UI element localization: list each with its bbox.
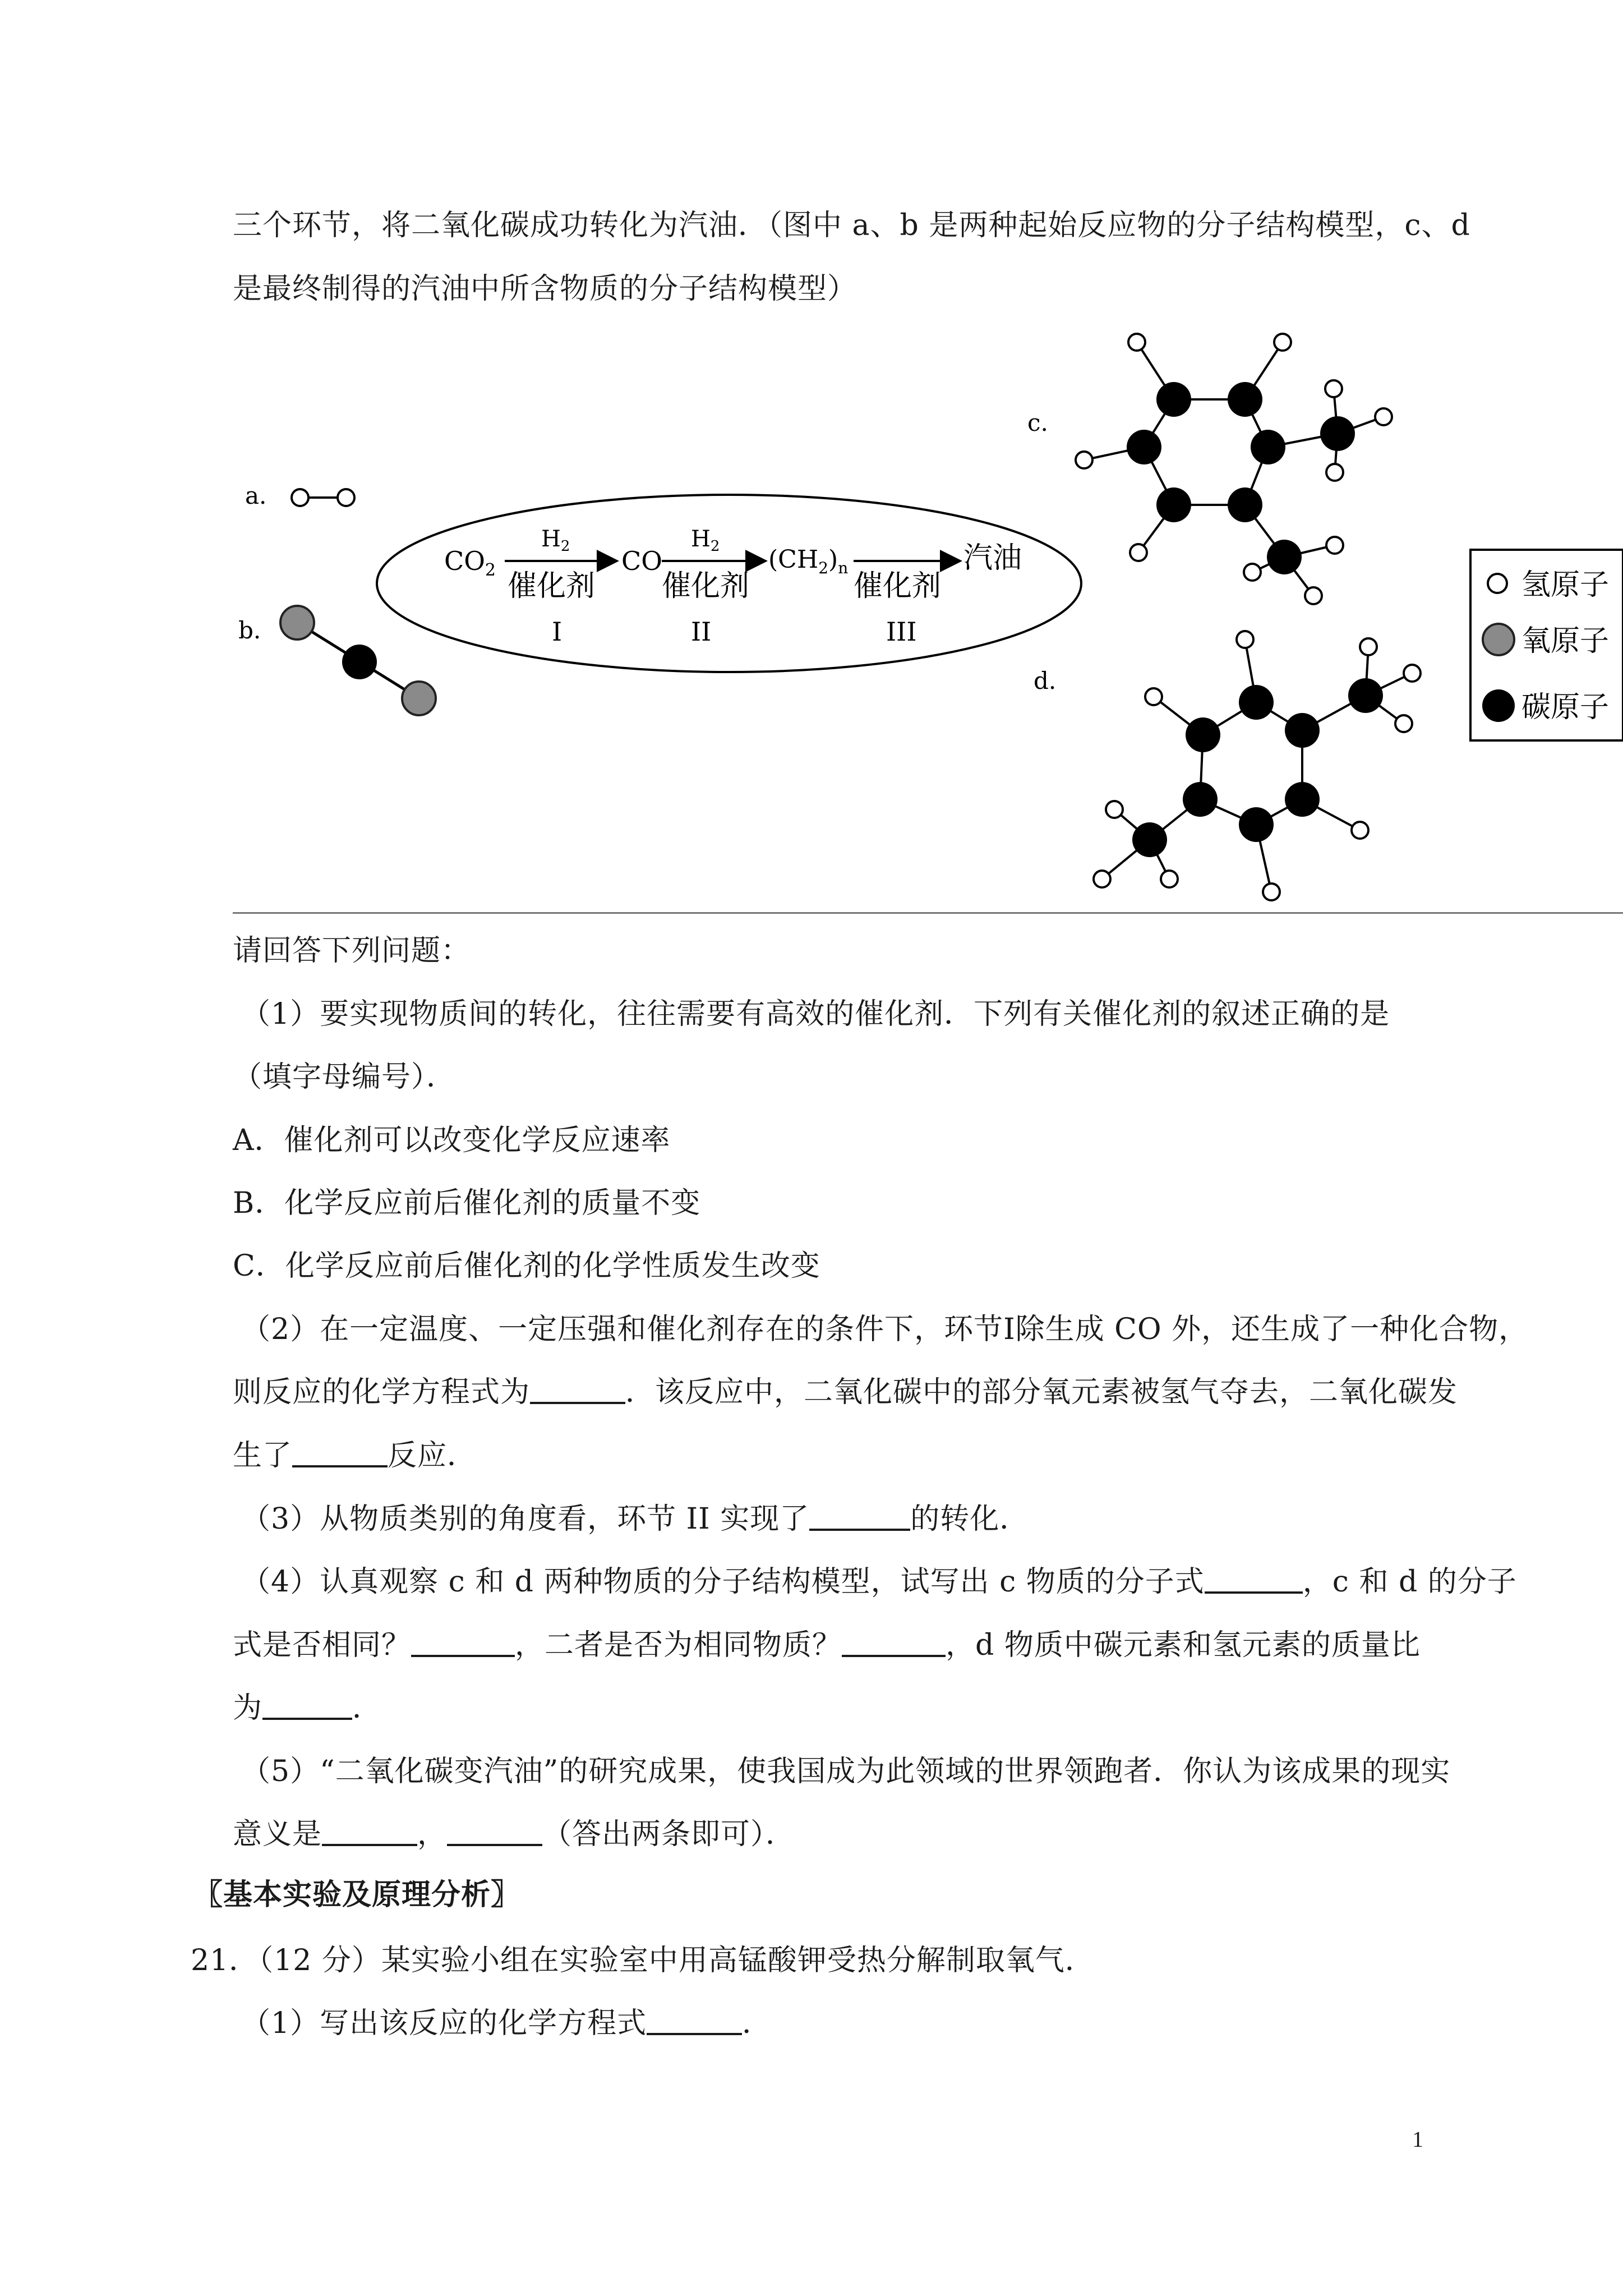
q5-line-1: （5）“二氧化碳变汽油”的研究成果，使我国成为此领域的世界领跑者．你认为该成果的现实 <box>241 1755 1451 1788</box>
q1-line-2: （填字母编号）． <box>233 1060 457 1094</box>
hydrogen-atom <box>338 489 354 506</box>
answer-blank[interactable] <box>411 1628 515 1657</box>
q4-line-1: （4）认真观察 c 和 d 两种物质的分子结构模型，试写出 c 物质的分子式 ，c 和 d 的分子 <box>241 1565 1517 1599</box>
hydrogen-atom <box>1326 537 1343 554</box>
legend-carbon: 碳原子 <box>1521 691 1610 724</box>
carbon-atom <box>1251 430 1285 464</box>
oxygen-legend-icon <box>1483 624 1514 655</box>
carbon-atom <box>1127 430 1161 464</box>
molecule-d <box>1094 631 1421 900</box>
carbon-atom <box>1239 685 1274 720</box>
hydrogen-atom <box>1274 334 1291 351</box>
carbon-atom <box>1156 382 1191 417</box>
carbon-atom <box>1239 807 1274 842</box>
intro-line-1: 三个环节，将二氧化碳成功转化为汽油．（图中 a、b 是两种起始反应物的分子结构模型，c、d <box>233 209 1470 242</box>
answer-blank[interactable] <box>447 1817 542 1846</box>
answer-blank[interactable] <box>322 1817 417 1846</box>
hydrogen-atom <box>1237 631 1253 648</box>
hydrogen-atom <box>1375 408 1392 425</box>
atom-legend <box>1470 550 1623 740</box>
intro-line-2: 是最终制得的汽油中所含物质的分子结构模型） <box>233 272 857 306</box>
page-number: 1 <box>1412 2127 1423 2152</box>
molecule-c <box>1076 334 1392 604</box>
carbon-atom <box>1186 717 1220 752</box>
q5-line-2: 意义是 ， （答出两条即可）． <box>233 1818 796 1851</box>
carbon-atom <box>1320 416 1355 451</box>
gasoline-label: 汽油 <box>963 541 1022 575</box>
answer-blank[interactable] <box>292 1438 388 1467</box>
carbon-atom <box>342 645 377 679</box>
questions-prompt: 请回答下列问题： <box>233 934 471 968</box>
stage-label-2: II <box>691 616 712 647</box>
oxygen-atom <box>280 606 314 639</box>
answer-blank[interactable] <box>1205 1565 1303 1594</box>
answer-blank[interactable] <box>262 1691 352 1720</box>
hydrogen-atom <box>1244 564 1261 581</box>
hydrogen-atom <box>1325 380 1342 397</box>
oxygen-atom <box>402 682 436 715</box>
hydrogen-atom <box>1263 884 1280 900</box>
q3-line: （3）从物质类别的角度看，环节 II 实现了 的转化． <box>241 1502 1030 1536</box>
hydrogen-atom <box>1352 822 1368 839</box>
hydrogen-atom <box>1395 715 1412 732</box>
reaction-figure <box>0 0 1623 920</box>
answer-blank[interactable] <box>842 1628 946 1657</box>
label-b: b. <box>238 616 261 644</box>
q2-line-3: 生了 反应． <box>233 1439 477 1473</box>
label-c: c. <box>1027 409 1048 436</box>
stage-label-1: I <box>552 616 562 647</box>
carbon-atom <box>1156 487 1191 522</box>
stage-label-3: III <box>886 616 917 647</box>
hydrogen-atom <box>1128 334 1145 351</box>
hydrogen-atom <box>1094 871 1110 887</box>
label-d: d. <box>1034 667 1057 694</box>
carbon-atom <box>1228 382 1262 417</box>
section-heading: 〖基本实验及原理分析〗 <box>193 1878 521 1912</box>
catalyst-label-3: 催化剂 <box>854 569 942 603</box>
answer-blank[interactable] <box>530 1375 625 1404</box>
hydrogen-atom <box>1076 452 1092 468</box>
q4-line-3: 为 ． <box>233 1691 382 1725</box>
q2-line-1: （2）在一定温度、一定压强和催化剂存在的条件下，环节Ⅰ除生成 CO 外，还生成了一种化合物， <box>241 1313 1529 1346</box>
hydrogen-atom <box>1106 801 1123 818</box>
hydrogen-legend-icon <box>1488 574 1507 593</box>
carbon-atom <box>1285 713 1320 748</box>
q4-line-2: 式是否相同？ ，二者是否为相同物质？ ，d 物质中碳元素和氢元素的质量比 <box>233 1628 1421 1662</box>
option-a: A．催化剂可以改变化学反应速率 <box>233 1124 671 1157</box>
hydrogen-atom <box>1305 587 1322 604</box>
hydrogen-atom <box>1326 464 1343 481</box>
legend-oxygen: 氧原子 <box>1521 624 1610 658</box>
hydrogen-atom <box>1145 688 1162 705</box>
reaction-scheme <box>444 526 1022 647</box>
hydrogen-atom <box>292 489 308 506</box>
carbon-atom <box>1267 540 1302 574</box>
carbon-legend-icon <box>1482 689 1515 722</box>
hydrogen-atom <box>1130 544 1147 561</box>
q2-line-2: 则反应的化学方程式为 ．该反应中，二氧化碳中的部分氧元素被氢气夺去，二氧化碳发 <box>233 1375 1458 1409</box>
divider-line <box>233 912 1623 914</box>
co2-formula: $CO_2$ <box>444 546 496 580</box>
ch2n-formula: $(CH_2)_n$ <box>768 545 849 577</box>
answer-blank[interactable] <box>647 2006 742 2035</box>
carbon-atom <box>1228 487 1262 522</box>
answer-blank[interactable] <box>809 1502 910 1531</box>
q1-line-1: （1）要实现物质间的转化，往往需要有高效的催化剂．下列有关催化剂的叙述正确的是 <box>241 997 1390 1031</box>
legend-hydrogen: 氢原子 <box>1521 568 1610 602</box>
option-b: B．化学反应前后催化剂的质量不变 <box>233 1186 701 1220</box>
co-formula: CO <box>621 546 662 576</box>
molecule-a-h2 <box>292 489 354 506</box>
carbon-atom <box>1348 678 1383 713</box>
h2-label-1: $H_2$ <box>541 526 570 555</box>
catalyst-label-1: 催化剂 <box>508 569 596 603</box>
carbon-atom <box>1132 822 1167 857</box>
label-a: a. <box>245 482 267 509</box>
catalyst-label-2: 催化剂 <box>662 569 750 603</box>
hydrogen-atom <box>1404 665 1421 682</box>
h2-label-2: $H_2$ <box>691 526 720 555</box>
carbon-atom <box>1285 782 1320 817</box>
hydrogen-atom <box>1360 638 1377 655</box>
option-c: C．化学反应前后催化剂的化学性质发生改变 <box>233 1249 820 1283</box>
hydrogen-atom <box>1161 871 1178 887</box>
q21-line-1: 21．（12 分）某实验小组在实验室中用高锰酸钾受热分解制取氧气． <box>191 1944 1095 1977</box>
q21-line-2: （1）写出该反应的化学方程式 ． <box>241 2007 772 2040</box>
carbon-atom <box>1183 782 1218 817</box>
